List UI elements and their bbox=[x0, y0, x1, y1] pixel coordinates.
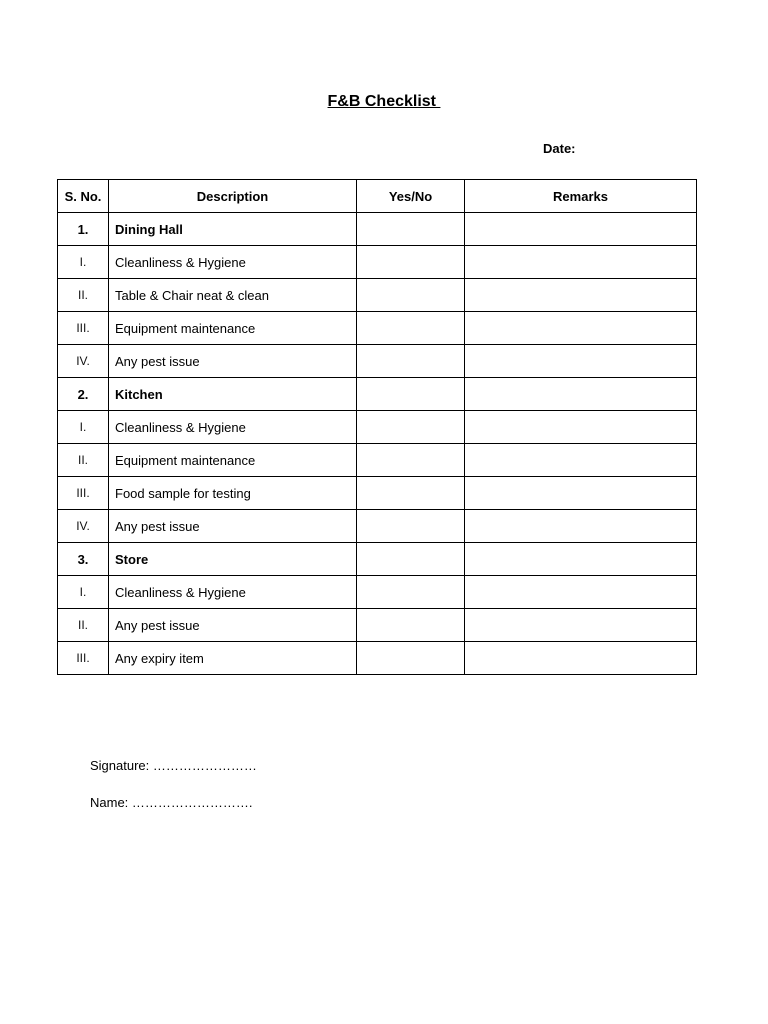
section-row bbox=[58, 213, 697, 246]
page-title-text: F&B Checklist bbox=[327, 93, 441, 110]
item-description: Food sample for testing bbox=[109, 477, 357, 510]
table-header-row bbox=[58, 180, 697, 213]
table-row bbox=[58, 510, 697, 543]
remarks-cell[interactable] bbox=[465, 510, 697, 543]
remarks-cell[interactable] bbox=[465, 444, 697, 477]
yes-no-cell[interactable] bbox=[357, 543, 465, 576]
yes-no-cell[interactable] bbox=[357, 378, 465, 411]
signature-line: Signature: …………………… bbox=[90, 758, 257, 773]
remarks-cell[interactable] bbox=[465, 345, 697, 378]
row-number: IV. bbox=[58, 510, 109, 543]
table-row bbox=[58, 246, 697, 279]
row-number: 1. bbox=[58, 213, 109, 246]
section-row bbox=[58, 543, 697, 576]
item-description: Any pest issue bbox=[109, 345, 357, 378]
item-description: Any pest issue bbox=[109, 609, 357, 642]
header-description: Description bbox=[109, 180, 357, 213]
remarks-cell[interactable] bbox=[465, 312, 697, 345]
yes-no-cell[interactable] bbox=[357, 279, 465, 312]
table-row bbox=[58, 477, 697, 510]
header-yes-no: Yes/No bbox=[357, 180, 465, 213]
row-number: III. bbox=[58, 312, 109, 345]
section-title: Store bbox=[109, 543, 357, 576]
item-description: Table & Chair neat & clean bbox=[109, 279, 357, 312]
name-line: Name: ………………………. bbox=[90, 795, 253, 810]
remarks-cell[interactable] bbox=[465, 213, 697, 246]
remarks-cell[interactable] bbox=[465, 246, 697, 279]
remarks-cell[interactable] bbox=[465, 279, 697, 312]
remarks-cell[interactable] bbox=[465, 642, 697, 675]
yes-no-cell[interactable] bbox=[357, 510, 465, 543]
item-description: Equipment maintenance bbox=[109, 312, 357, 345]
remarks-cell[interactable] bbox=[465, 477, 697, 510]
checklist-table bbox=[57, 179, 697, 675]
header-sno: S. No. bbox=[58, 180, 109, 213]
row-number: II. bbox=[58, 279, 109, 312]
row-number: IV. bbox=[58, 345, 109, 378]
item-description: Any expiry item bbox=[109, 642, 357, 675]
item-description: Cleanliness & Hygiene bbox=[109, 411, 357, 444]
section-row bbox=[58, 378, 697, 411]
table-row bbox=[58, 444, 697, 477]
date-label: Date: bbox=[543, 141, 576, 156]
page-title bbox=[0, 93, 768, 111]
yes-no-cell[interactable] bbox=[357, 411, 465, 444]
row-number: II. bbox=[58, 444, 109, 477]
remarks-cell[interactable] bbox=[465, 609, 697, 642]
remarks-cell[interactable] bbox=[465, 411, 697, 444]
item-description: Cleanliness & Hygiene bbox=[109, 576, 357, 609]
yes-no-cell[interactable] bbox=[357, 312, 465, 345]
header-remarks: Remarks bbox=[465, 180, 697, 213]
table-row bbox=[58, 576, 697, 609]
row-number: III. bbox=[58, 642, 109, 675]
remarks-cell[interactable] bbox=[465, 576, 697, 609]
yes-no-cell[interactable] bbox=[357, 246, 465, 279]
row-number: II. bbox=[58, 609, 109, 642]
table-row bbox=[58, 279, 697, 312]
row-number: I. bbox=[58, 411, 109, 444]
yes-no-cell[interactable] bbox=[357, 345, 465, 378]
remarks-cell[interactable] bbox=[465, 543, 697, 576]
row-number: III. bbox=[58, 477, 109, 510]
table-row bbox=[58, 642, 697, 675]
item-description: Equipment maintenance bbox=[109, 444, 357, 477]
table-body bbox=[58, 213, 697, 675]
table-row bbox=[58, 609, 697, 642]
yes-no-cell[interactable] bbox=[357, 213, 465, 246]
yes-no-cell[interactable] bbox=[357, 444, 465, 477]
table-row bbox=[58, 411, 697, 444]
item-description: Cleanliness & Hygiene bbox=[109, 246, 357, 279]
yes-no-cell[interactable] bbox=[357, 609, 465, 642]
row-number: I. bbox=[58, 246, 109, 279]
table-row bbox=[58, 345, 697, 378]
section-title: Dining Hall bbox=[109, 213, 357, 246]
row-number: I. bbox=[58, 576, 109, 609]
table-row bbox=[58, 312, 697, 345]
yes-no-cell[interactable] bbox=[357, 642, 465, 675]
remarks-cell[interactable] bbox=[465, 378, 697, 411]
row-number: 3. bbox=[58, 543, 109, 576]
yes-no-cell[interactable] bbox=[357, 576, 465, 609]
section-title: Kitchen bbox=[109, 378, 357, 411]
row-number: 2. bbox=[58, 378, 109, 411]
item-description: Any pest issue bbox=[109, 510, 357, 543]
yes-no-cell[interactable] bbox=[357, 477, 465, 510]
